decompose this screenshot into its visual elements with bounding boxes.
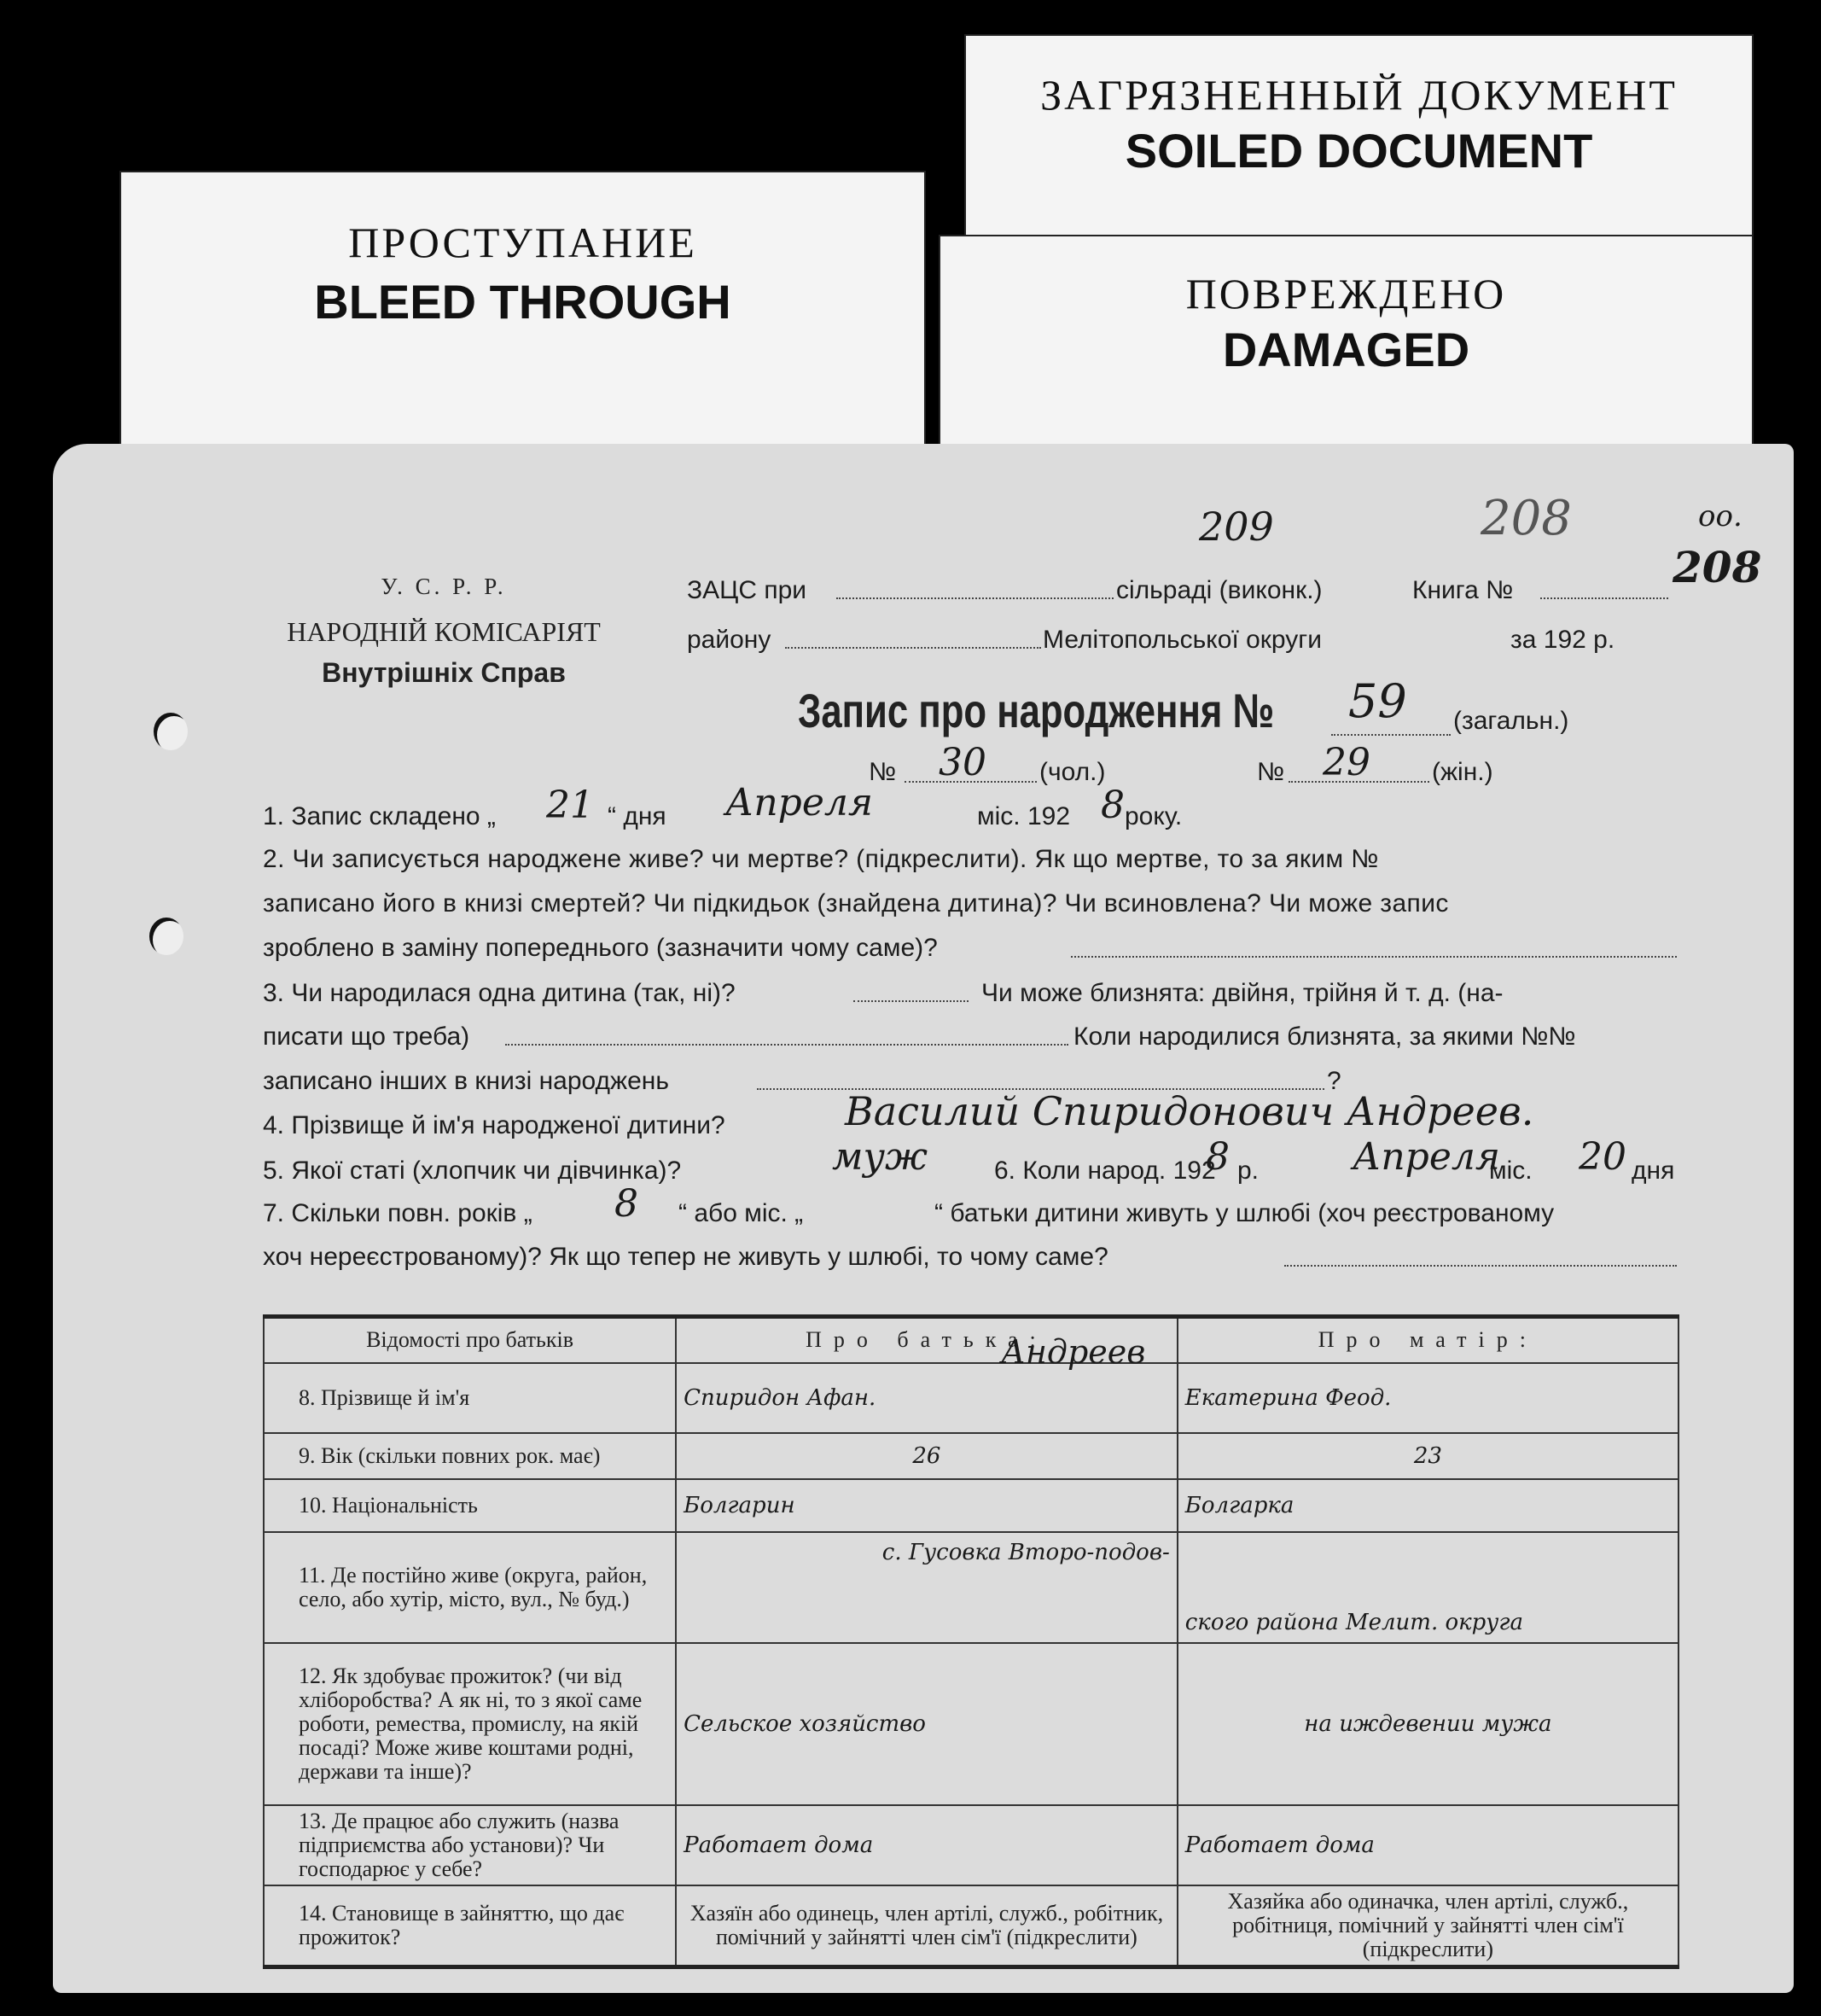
birth-day: 20 [1579, 1135, 1626, 1179]
mother-age: 23 [1178, 1433, 1678, 1479]
line3-a: 3. Чи народилася одна дитина (так, ні)? [263, 979, 736, 1007]
father-nationality: Болгарин [676, 1479, 1178, 1532]
row-label: 11. Де постійно живе (округа, район, село, або хутір, місто, вул., № буд.) [264, 1532, 676, 1643]
line7-a2: “ або міс. „ [678, 1199, 804, 1227]
page-number-note: оо. [1698, 499, 1742, 533]
row-label: 12. Як здобуває прожиток? (чи від хліборобства? А як ні, то з якої саме роботи, ремества, промислу, на якій посаді? Може живе коштами родні, держави та інше)? [264, 1643, 676, 1805]
line3-c: записано інших в книзі народжень [263, 1067, 670, 1095]
father-given-name: Спиридон Афан. [684, 1384, 876, 1411]
male-number: 30 [939, 741, 986, 784]
punch-hole [149, 918, 183, 955]
father-workplace: Работает дома [676, 1805, 1178, 1885]
table-head-father: Про батька: [676, 1317, 1178, 1363]
birth-month: Апреля [1353, 1135, 1501, 1179]
male-no-label: № [869, 758, 897, 786]
dotted-line [785, 647, 1041, 649]
line4-label: 4. Прізвище й ім'я народженої дитини? [263, 1111, 725, 1139]
year-label: за 192 р. [1510, 626, 1615, 654]
bleed-through-tag [119, 171, 926, 452]
dotted-line [1331, 734, 1451, 736]
line3-c-q: ? [1327, 1067, 1341, 1095]
father-livelihood: Сельское хозяйство [676, 1643, 1178, 1805]
tag-soiled-ru: ЗАГРЯЗНЕННЫЙ ДОКУМЕНТ [1040, 71, 1678, 119]
record-day: 21 [546, 784, 594, 827]
record-title: Запис про народження № [798, 684, 1275, 737]
rayon-label: району [687, 626, 771, 654]
line6-label: 6. Коли народ. 192 [994, 1157, 1216, 1185]
line5-label: 5. Якої статі (хлопчик чи дівчинка)? [263, 1157, 682, 1185]
dotted-line [505, 1044, 1068, 1046]
father-residence: с. Гусовка Второ-подов- [676, 1532, 1178, 1643]
female-label: (жін.) [1432, 758, 1493, 786]
record-number: 59 [1348, 674, 1407, 728]
header-state: У. С. Р. Р. [381, 574, 507, 599]
dotted-line [1071, 956, 1677, 958]
line3-b: писати що треба) [263, 1023, 470, 1051]
tag-bleed-ru: ПРОСТУПАНИЕ [348, 218, 697, 266]
row-label: 13. Де працює або служить (назва підприємства або установи)? Чи господарює у себе? [264, 1805, 676, 1885]
mother-residence: ского района Мелит. округа [1178, 1532, 1678, 1643]
female-no-label: № [1257, 758, 1285, 786]
line7-a: 7. Скільки повн. років „ [263, 1199, 532, 1227]
row-label: 8. Прізвище й ім'я [264, 1363, 676, 1433]
table-head-label: Відомості про батьків [264, 1317, 676, 1363]
female-number: 29 [1323, 741, 1370, 784]
line3-a2: Чи може близнята: двійня, трійня й т. д. (на- [981, 979, 1504, 1007]
okruga-label: Мелітопольської округи [1043, 626, 1322, 654]
table-header-row [264, 1317, 1678, 1363]
record-month: Апреля [725, 781, 874, 824]
general-label: (загальн.) [1453, 707, 1569, 735]
table-head-mother: Про матір: [1178, 1317, 1678, 1363]
line6-mis: міс. [1489, 1157, 1533, 1185]
line2-b: записано його в книзі смертей? Чи підкидьок (знайдена дитина)? Чи всиновлена? Чи може запис [263, 889, 1449, 918]
table-row [264, 1433, 1678, 1479]
dotted-line [1540, 597, 1668, 599]
header-commissariat: НАРОДНІЙ КОМІСАРІЯТ [287, 616, 601, 647]
line6-dnya: дня [1632, 1157, 1675, 1185]
line2-c: зроблено в заміну попереднього (зазначити чому саме)? [263, 934, 938, 962]
table-row [264, 1885, 1678, 1967]
line3-b2: Коли народилися близнята, за якими №№ [1073, 1023, 1576, 1051]
row-label: 14. Становище в зайняттю, що дає прожиток? [264, 1885, 676, 1967]
line6-r: р. [1237, 1157, 1260, 1185]
father-age: 26 [676, 1433, 1178, 1479]
tag-soiled-en: SOILED DOCUMENT [1125, 124, 1593, 178]
damaged-tag [939, 235, 1754, 457]
mother-workplace: Работает дома [1178, 1805, 1678, 1885]
soiled-document-tag [964, 34, 1754, 243]
line1-end: року. [1125, 802, 1183, 830]
silrada-label: сільраді (виконк.) [1116, 576, 1323, 604]
dotted-line [905, 781, 1037, 783]
mother-occupation-status: Хазяйка або одиначка, член артілі, служб., робітниця, помічний у зайнятті член сім'ї (підкреслити) [1178, 1885, 1678, 1967]
line1-tail: міс. 192 [977, 802, 1071, 830]
mother-nationality: Болгарка [1178, 1479, 1678, 1532]
book-label: Книга № [1412, 576, 1514, 604]
marriage-years: 8 [614, 1182, 638, 1226]
line2-a: 2. Чи записується народжене живе? чи мертве? (підкреслити). Як що мертве, то за яким № [263, 845, 1379, 873]
dotted-line [853, 1000, 969, 1002]
punch-hole [154, 713, 188, 750]
line7-a3: “ батьки дитини живуть у шлюбі (хоч реєстрованому [934, 1199, 1555, 1227]
tag-damaged-ru: ПОВРЕЖДЕНО [1185, 270, 1507, 318]
page-number-208: 208 [1481, 491, 1572, 546]
line7-b: хоч нереєстрованому)? Як що тепер не живуть у шлюбі, то чому саме? [263, 1243, 1108, 1271]
line1-mid: “ дня [608, 802, 666, 830]
father-surname: Андреев [1001, 1332, 1146, 1371]
birth-year-digit: 8 [1206, 1135, 1230, 1179]
table-row [264, 1479, 1678, 1532]
row-label: 10. Національність [264, 1479, 676, 1532]
table-row [264, 1363, 1678, 1433]
record-year-digit: 8 [1101, 784, 1125, 827]
dotted-line [1289, 781, 1429, 783]
tag-damaged-en: DAMAGED [1222, 323, 1470, 376]
mother-name: Екатерина Феод. [1178, 1363, 1678, 1433]
parents-table [263, 1314, 1679, 1969]
table-row [264, 1643, 1678, 1805]
page-number-208-bold: 208 [1673, 542, 1762, 592]
father-occupation-status: Хазяїн або одинець, член артілі, служб., робітник, помічний у зайнятті член сім'ї (підкреслити) [676, 1885, 1178, 1967]
dotted-line [836, 597, 1114, 599]
mother-livelihood: на иждевении мужа [1178, 1643, 1678, 1805]
male-label: (чол.) [1039, 758, 1106, 786]
table-row [264, 1532, 1678, 1643]
tag-bleed-en: BLEED THROUGH [314, 275, 731, 329]
zags-label: ЗАЦС при [687, 576, 807, 604]
page-number-209: 209 [1199, 504, 1274, 550]
row-label: 9. Вік (скільки повних рок. має) [264, 1433, 676, 1479]
table-row [264, 1805, 1678, 1885]
dotted-line [1284, 1265, 1677, 1267]
header-dept: Внутрішніх Справ [322, 657, 566, 688]
child-name: Василий Спиридонович Андреев. [845, 1088, 1534, 1134]
line1-label: 1. Запис складено „ [263, 802, 496, 830]
child-sex: муж [832, 1135, 928, 1179]
